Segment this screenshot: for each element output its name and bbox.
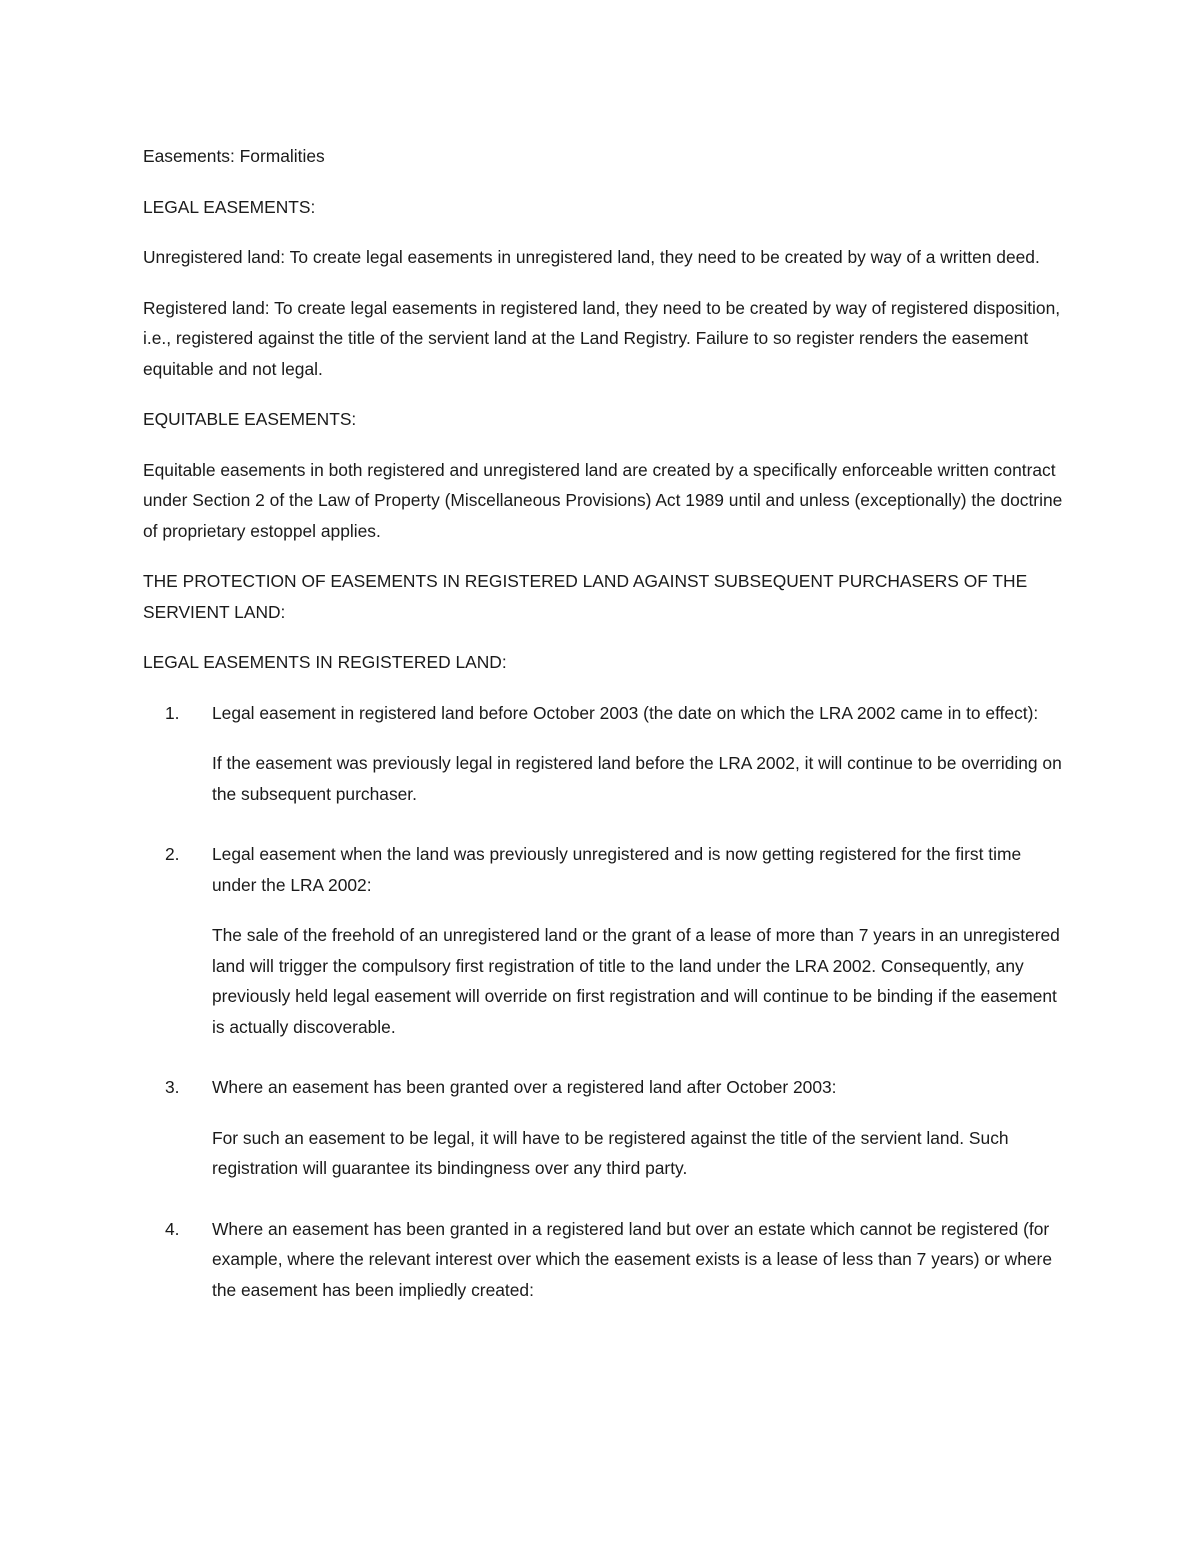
document-page: [143, 141, 1065, 1325]
heading-protection: THE PROTECTION OF EASEMENTS IN REGISTERED LAND AGAINST SUBSEQUENT PURCHASERS OF THE SERVIENT LAND:: [143, 571, 1028, 622]
list-item-heading: Legal easement when the land was previously unregistered and is now getting registered for the first time under the LRA 2002:: [212, 844, 1022, 895]
numbered-list: [143, 698, 1065, 1306]
heading-equitable-easements: EQUITABLE EASEMENTS:: [143, 409, 357, 429]
list-item-body: The sale of the freehold of an unregistered land or the grant of a lease of more than 7 years in an unregistered land will trigger the compulsory first registration of title to the land under the LRA 2002. Consequently, any previously held legal easement will override on first registration and will continue to be binding if the easement is actually discoverable.: [212, 925, 1060, 1037]
list-item-body: If the easement was previously legal in registered land before the LRA 2002, it will continue to be overriding on the subsequent purchaser.: [212, 753, 1062, 804]
document-title: Easements: Formalities: [143, 146, 325, 166]
paragraph-registered-land: Registered land: To create legal easements in registered land, they need to be created by way of registered disposition, i.e., registered against the title of the servient land at the Land Registry. Failure to so register renders the easement equitable and not legal.: [143, 297, 1061, 379]
list-item-heading: Legal easement in registered land before October 2003 (the date on which the LRA 2002 came in to effect):: [212, 702, 1039, 723]
list-item-heading: Where an easement has been granted over a registered land after October 2003:: [212, 1077, 837, 1097]
paragraph-equitable-easements: Equitable easements in both registered and unregistered land are created by a specifically enforceable written contract under Section 2 of the Law of Property (Miscellaneous Provisions) Act 1989 until and unless (exceptionally) the doctrine of proprietary estoppel applies.: [143, 459, 1063, 541]
heading-legal-easements: LEGAL EASEMENTS:: [143, 196, 316, 217]
list-item: [143, 698, 1065, 820]
list-item-number: 3.: [165, 1077, 180, 1097]
list-item: [143, 1214, 1065, 1306]
list-item-number: 4.: [165, 1218, 180, 1239]
heading-legal-easements-registered: LEGAL EASEMENTS IN REGISTERED LAND:: [143, 652, 507, 672]
list-item-body: For such an easement to be legal, it will have to be registered against the title of the servient land. Such registration will guarantee its bindingness over any third party.: [212, 1127, 1009, 1178]
paragraph-unregistered-land: Unregistered land: To create legal easements in unregistered land, they need to be created by way of a written deed.: [143, 247, 1040, 267]
list-item-heading: Where an easement has been granted in a registered land but over an estate which cannot be registered (for example, where the relevant interest over which the easement exists is a lease of less than 7 years) or where the easement has been impliedly created:: [212, 1218, 1052, 1300]
list-item-number: 1.: [165, 702, 180, 723]
list-item: [143, 839, 1065, 1052]
list-item-number: 2.: [165, 844, 180, 864]
list-item: [143, 1072, 1065, 1194]
